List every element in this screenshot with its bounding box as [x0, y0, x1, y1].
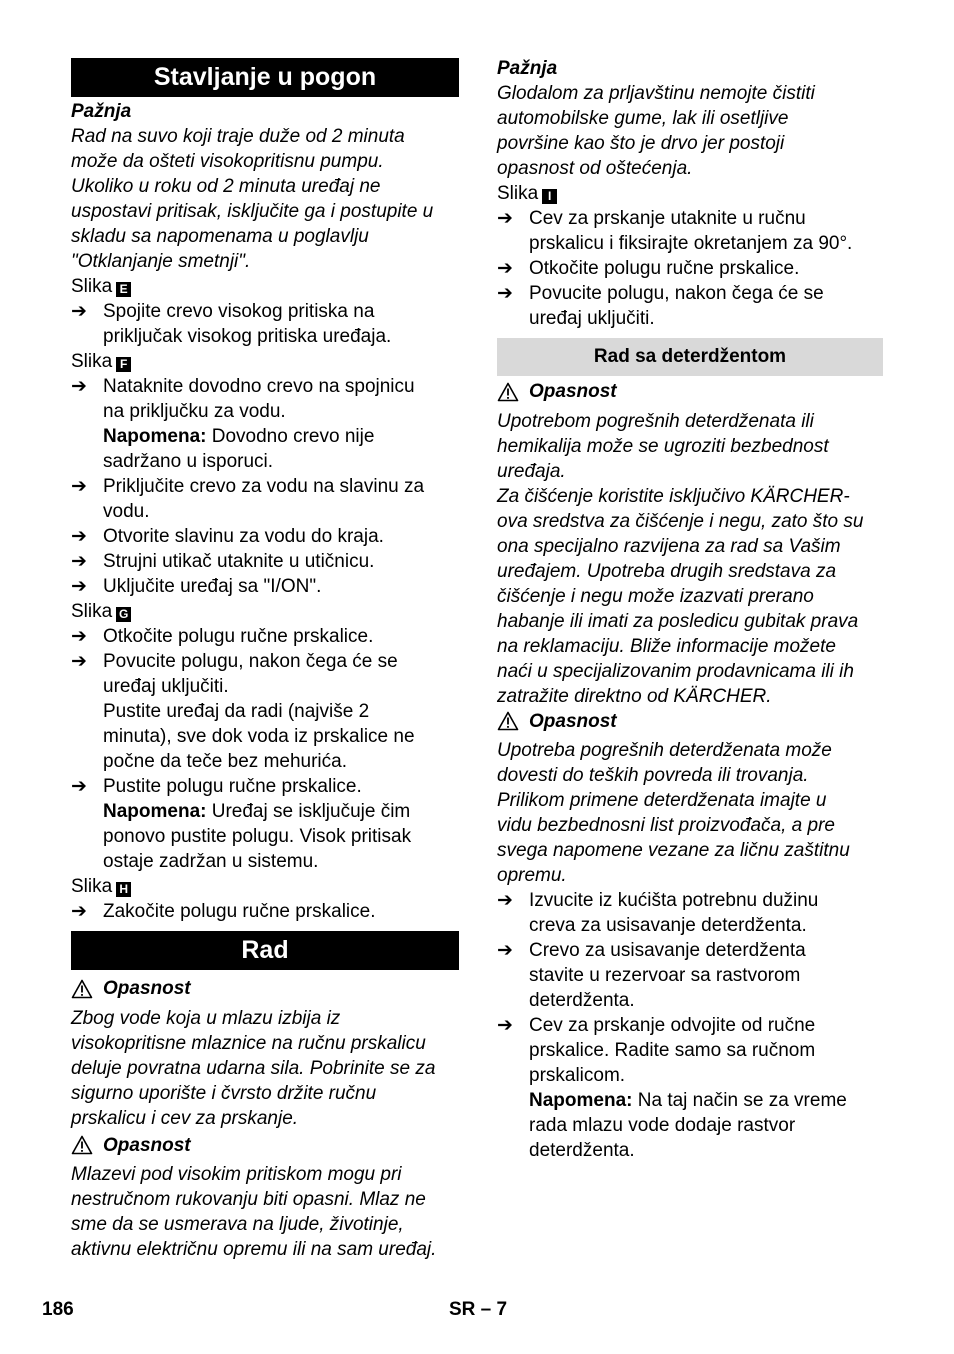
figure-ref-h: Slika H [71, 874, 459, 899]
arrow-right-icon: ➔ [71, 301, 87, 322]
figure-letter-e: E [116, 282, 131, 297]
arrow-right-icon: ➔ [71, 901, 87, 922]
arrow-right-icon: ➔ [71, 526, 87, 547]
arrow-right-icon: ➔ [497, 258, 513, 279]
arrow-right-icon: ➔ [497, 890, 513, 911]
step-item: ➔ Uključite uređaj sa "I/ON". [71, 576, 322, 597]
figure-letter-f: F [116, 357, 131, 372]
step-item: ➔ Otkočite polugu ručne prskalice. [497, 258, 800, 279]
figure-letter-g: G [116, 607, 131, 622]
arrow-right-icon: ➔ [497, 940, 513, 961]
arrow-right-icon: ➔ [497, 1015, 513, 1036]
step-item: ➔ Otvorite slavinu za vodu do kraja. [71, 526, 384, 547]
section-label: SR – 7 [449, 1299, 508, 1320]
warning-triangle-icon [71, 979, 93, 999]
section-heading-rad: Rad [71, 931, 459, 970]
step-item: ➔ Zakočite polugu ručne prskalice. [71, 901, 376, 922]
caution-text: Glodalom za prljavštinu nemojte čistiti automobilske gume, lak ili osetljive površine kao što je drvo jer postoji opasnost od oštećenja. [497, 83, 815, 179]
arrow-right-icon: ➔ [71, 551, 87, 572]
step-item: ➔ Povucite polugu, nakon čega će se uređaj uključiti. [497, 283, 824, 329]
figure-ref-f: Slika F [71, 349, 459, 374]
step-item: ➔ Izvucite iz kućišta potrebnu dužinu creva za usisavanje deterdženta. [497, 890, 819, 936]
arrow-right-icon: ➔ [71, 626, 87, 647]
danger-title: Opasnost [71, 976, 191, 1001]
danger-title: Opasnost [497, 379, 617, 404]
section-heading-stavljanje: Stavljanje u pogon [71, 58, 459, 97]
step-item: ➔ Povucite polugu, nakon čega će se uređaj uključiti. Pustite uređaj da radi (najviše 2 minuta), sve dok voda iz prskalice ne počne da teče bez mehurića. [71, 651, 415, 772]
arrow-right-icon: ➔ [71, 576, 87, 597]
step-item: ➔ Nataknite dovodno crevo na spojnicu na priključku za vodu. Napomena: Dovodno crevo nije sadržano u isporuci. [71, 374, 459, 474]
danger-title: Opasnost [497, 709, 617, 734]
step-item: ➔ Pustite polugu ručne prskalice. Napomena: Uređaj se isključuje čim ponovo pustite polugu. Visok pritisak ostaje zadržan u sistemu. [71, 774, 459, 874]
figure-ref-e: Slika E [71, 274, 459, 299]
step-item: ➔ Crevo za usisavanje deterdženta stavite u rezervoar sa rastvorom deterdženta. [497, 940, 806, 1011]
danger-text: Zbog vode koja u mlazu izbija iz visokopritisne mlaznice na ručnu prskalicu deluje povratna udarna sila. Pobrinite se za sigurno uporište i čvrsto držite ručnu prskalicu i cev za prskanje. [71, 1007, 436, 1129]
step-item: ➔ Strujni utikač utaknite u utičnicu. [71, 551, 375, 572]
figure-letter-h: H [116, 882, 131, 897]
figure-ref-i: Slika I [497, 181, 883, 206]
figure-letter-i: I [542, 189, 557, 204]
caution-title: Pažnja [497, 58, 558, 79]
step-item: ➔ Priključite crevo za vodu na slavinu za vodu. [71, 476, 425, 522]
arrow-right-icon: ➔ [71, 376, 87, 397]
figure-ref-g: Slika G [71, 599, 459, 624]
page-number: 186 [42, 1299, 74, 1320]
warning-triangle-icon [71, 1135, 93, 1155]
arrow-right-icon: ➔ [71, 476, 87, 497]
right-column [497, 56, 883, 1163]
caution-title: Pažnja [71, 101, 132, 122]
warning-triangle-icon [497, 382, 519, 402]
caution-text: Rad na suvo koji traje duže od 2 minuta može da ošteti visokopritisnu pumpu. Ukoliko u roku od 2 minuta uređaj ne uspostavi pritisak, isključite ga i postupite u skladu sa napomenama u poglavlju "Otklanjanje smetnji". [71, 126, 434, 272]
note: Napomena: Uređaj se isključuje čim [103, 801, 411, 822]
warning-triangle-icon [497, 711, 519, 731]
danger-text: Mlazevi pod visokim pritiskom mogu pri nestručnom rukovanju biti opasni. Mlaz ne sme da se usmerava na ljude, životinje, aktivnu električnu opremu ili na sam uređaj. [71, 1164, 437, 1260]
arrow-right-icon: ➔ [497, 208, 513, 229]
danger-title: Opasnost [71, 1133, 191, 1158]
danger-text: Upotreba pogrešnih deterdženata može dovesti do teških povreda ili trovanja. Prilikom primene deterdženata imajte u vidu bezbednosni list proizvođača, a pre svega napomene vezane za ličnu zaštitnu opremu. [497, 740, 850, 886]
step-item: ➔ Cev za prskanje odvojite od ručne prskalice. Radite samo sa ručnom prskalicom. Napomena: Na taj način se za vreme rada mlazu vode dodaje rastvor deterdženta. [497, 1013, 883, 1163]
note: Napomena: Na taj način se za vreme [529, 1090, 847, 1111]
arrow-right-icon: ➔ [71, 776, 87, 797]
arrow-right-icon: ➔ [497, 283, 513, 304]
danger-text: Upotrebom pogrešnih deterdženata ili hemikalija može se ugroziti bezbednost uređaja. Za čišćenje koristite isključivo KÄRCHER- ova sredstva za čišćenje i negu, zato što su ona specijalno razvijena za rad sa Vašim uređajem. Upotreba drugih sredstava za čišćenje i negu može izazvati prerano habanje ili imati za posledicu gubitak prava na reklamaciju. Bliže informacije možete naći u specijalizovanim prodavnicama ili ih zatražite direktno od KÄRCHER. [497, 410, 864, 707]
section-heading-deterdzent: Rad sa deterdžentom [497, 338, 883, 376]
step-item: ➔ Spojite crevo visokog pritiska na priključak visokog pritiska uređaja. [71, 301, 392, 347]
step-item: ➔ Otkočite polugu ručne prskalice. [71, 626, 374, 647]
arrow-right-icon: ➔ [71, 651, 87, 672]
step-item: ➔ Cev za prskanje utaknite u ručnu prskalicu i fiksirajte okretanjem za 90°. [497, 208, 853, 254]
note: Napomena: Dovodno crevo nije [103, 426, 375, 447]
left-column [71, 56, 459, 1262]
